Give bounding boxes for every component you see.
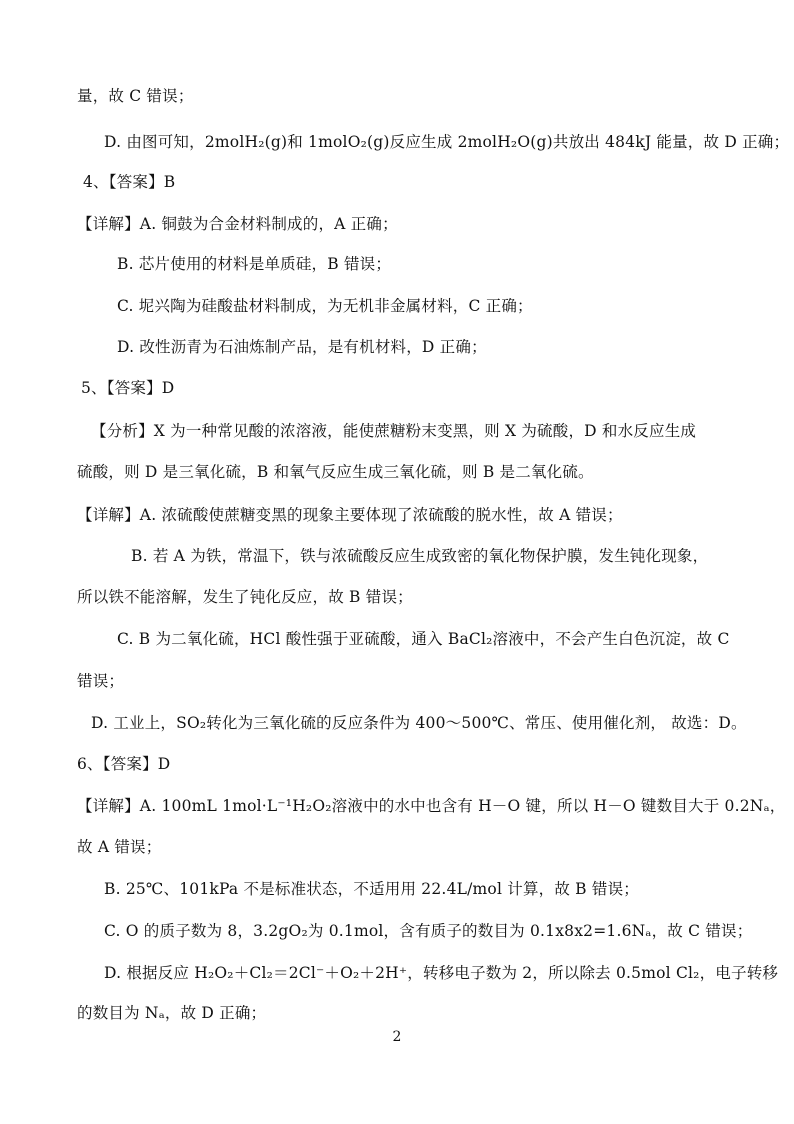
text-line-21: C. O 的质子数为 8，3.2gO₂为 0.1mol，含有质子的数目为 0.1x8x2=1.6Nₐ，故 C 错误； [104, 922, 753, 940]
text-line-6: C. 坭兴陶为硅酸盐材料制成，为无机非金属材料，C 正确； [117, 297, 533, 315]
text-line-10: 硫酸，则 D 是三氧化硫，B 和氧气反应生成三氧化硫，则 B 是二氧化硫。 [77, 463, 594, 481]
text-line-23: 的数目为 Nₐ，故 D 正确； [77, 1004, 267, 1022]
text-line-5: B. 芯片使用的材料是单质硅，B 错误； [117, 255, 392, 273]
text-line-12: B. 若 A 为铁，常温下，铁与浓硫酸反应生成致密的氧化物保护膜，发生钝化现象， [131, 547, 709, 565]
text-line-16: D. 工业上，SO₂转化为三氧化硫的反应条件为 400～500℃、常压、使用催化剂， 故选：D。 [91, 714, 747, 732]
answer-6-heading: 6、【答案】D [77, 755, 171, 773]
text-line-1: 量，故 C 错误； [77, 87, 194, 105]
page-number: 2 [392, 1029, 402, 1045]
text-line-4: 【详解】A. 铜鼓为合金材料制成的，A 正确； [77, 215, 398, 233]
text-line-20: B. 25℃、101kPa 不是标准状态，不适用用 22.4L/mol 计算，故 B 错误； [104, 880, 639, 898]
text-line-11: 【详解】A. 浓硫酸使蔗糖变黑的现象主要体现了浓硫酸的脱水性，故 A 错误； [77, 506, 623, 524]
text-line-14: C. B 为二氧化硫，HCl 酸性强于亚硫酸，通入 BaCl₂溶液中，不会产生白色沉淀，故 C [117, 630, 730, 648]
text-line-19: 故 A 错误； [77, 838, 162, 856]
text-line-9: 【分析】X 为一种常见酸的浓溶液，能使蔗糖粉末变黑，则 X 为硫酸，D 和水反应生成 [91, 422, 697, 440]
text-line-22: D. 根据反应 H₂O₂＋Cl₂＝2Cl⁻＋O₂＋2H⁺，转移电子数为 2，所以除去 0.5mol Cl₂，电子转移 [104, 964, 779, 982]
text-line-18: 【详解】A. 100mL 1mol·L⁻¹H₂O₂溶液中的水中也含有 H－O 键，所以 H－O 键数目大于 0.2Nₐ， [77, 797, 786, 815]
text-line-13: 所以铁不能溶解，发生了钝化反应，故 B 错误； [77, 588, 413, 606]
text-line-2: D. 由图可知，2molH₂(g)和 1molO₂(g)反应生成 2molH₂O(g)共放出 484kJ 能量，故 D 正确； [104, 133, 790, 151]
answer-4-heading: 4、【答案】B [83, 173, 176, 191]
text-line-15: 错误； [77, 672, 125, 690]
answer-5-heading: 5、【答案】D [81, 379, 175, 397]
text-line-7: D. 改性沥青为石油炼制产品，是有机材料，D 正确； [117, 338, 487, 356]
